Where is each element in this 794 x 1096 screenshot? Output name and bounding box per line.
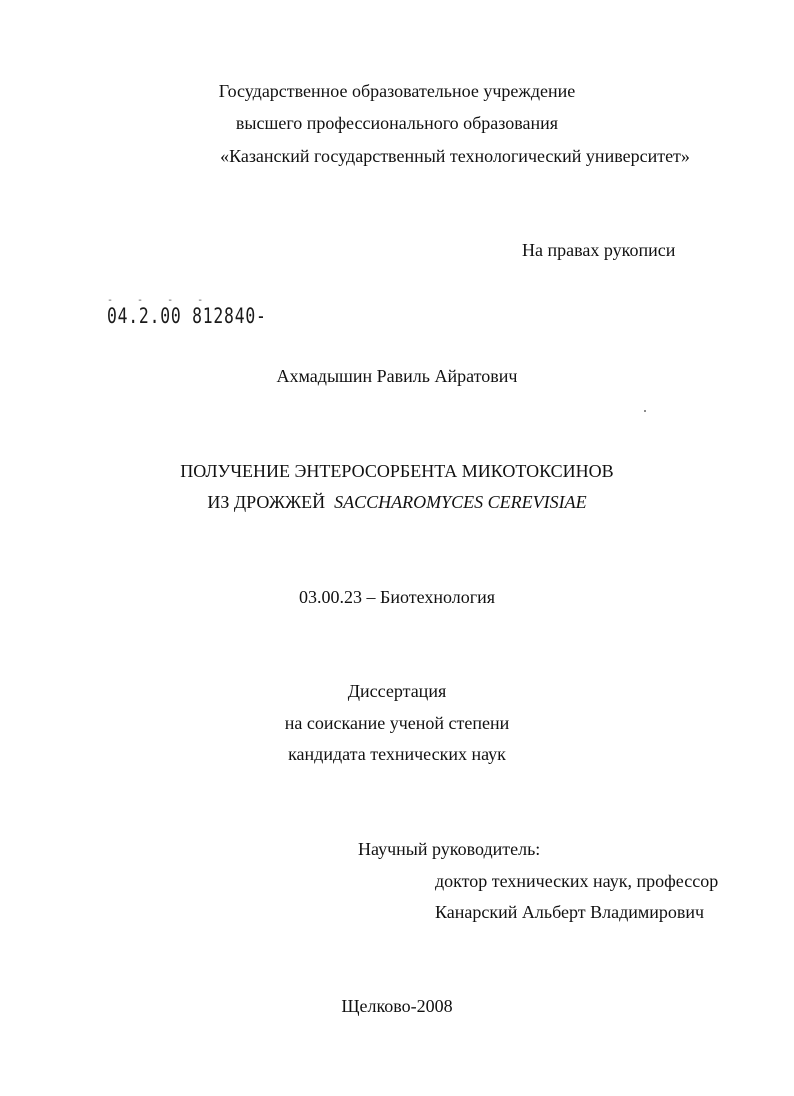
archive-stamp-number: 04.2.00 812840- — [107, 304, 267, 328]
degree-line-1: Диссертация — [347, 681, 447, 701]
archive-stamp-faint: - - - - — [107, 295, 213, 306]
institution-line-1: Государственное образовательное учреждение — [218, 81, 576, 101]
place-year: Щелково-2008 — [341, 996, 453, 1016]
author-name: Ахмадышин Равиль Айратович — [276, 366, 518, 386]
dissertation-title-prefix: ИЗ ДРОЖЖЕЙ — [207, 492, 326, 512]
manuscript-rights: На правах рукописи — [522, 240, 676, 260]
dissertation-title-line-1: ПОЛУЧЕНИЕ ЭНТЕРОСОРБЕНТА МИКОТОКСИНОВ — [180, 461, 614, 481]
supervisor-name: Канарский Альберт Владимирович — [435, 902, 705, 922]
institution-line-2: высшего профессионального образования — [235, 113, 559, 133]
institution-line-3: «Казанский государственный технологический университет» — [220, 146, 690, 166]
dissertation-title-line-2 — [0, 491, 794, 513]
scan-speck — [644, 410, 646, 412]
supervisor-title: доктор технических наук, профессор — [435, 871, 719, 891]
specialty: 03.00.23 – Биотехнология — [298, 587, 496, 607]
supervisor-label: Научный руководитель: — [358, 839, 541, 859]
degree-line-2: на соискание ученой степени — [284, 713, 510, 733]
dissertation-title-species: SACCHAROMYCES CEREVISIAE — [334, 492, 587, 512]
degree-line-3: кандидата технических наук — [288, 744, 506, 764]
